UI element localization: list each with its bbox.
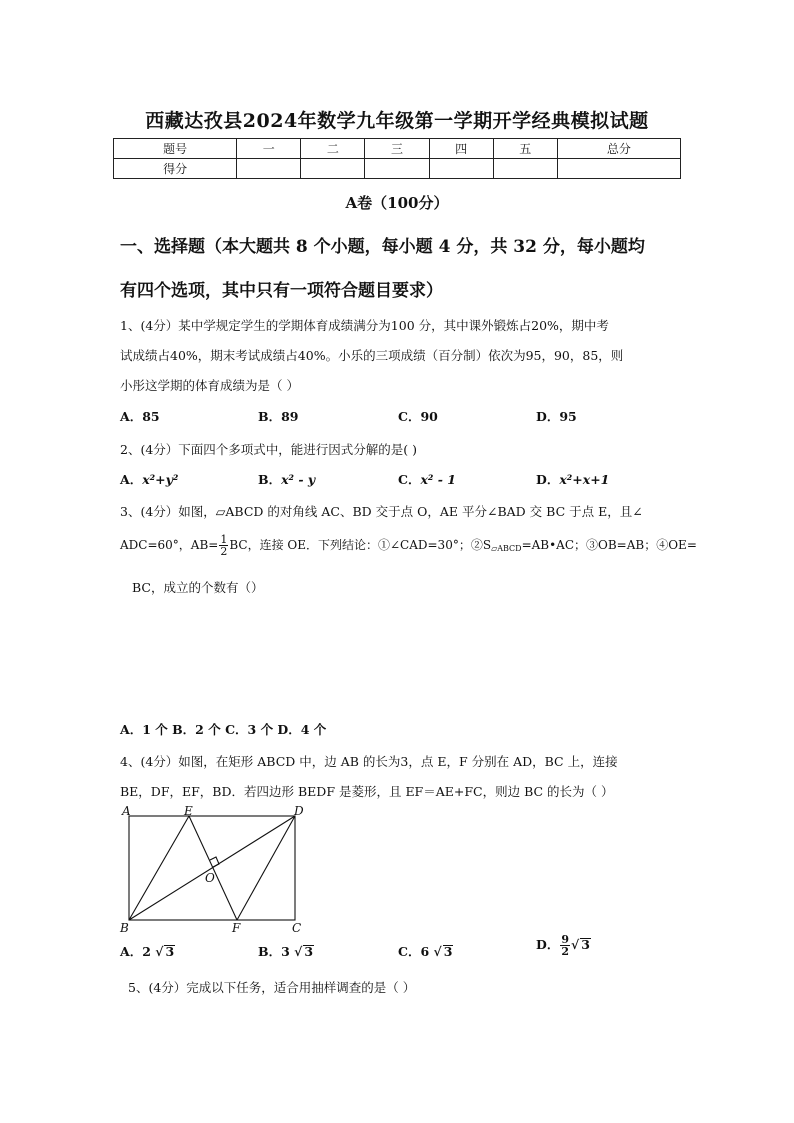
q2-option-a[interactable]	[120, 470, 178, 488]
q3-line2-part-c: =AB•AC；③OB=AB；④OE=	[521, 538, 697, 552]
score-input-cell[interactable]	[429, 159, 493, 179]
q2-text: 2、(4分）下面四个多项式中，能进行因式分解的是( )	[120, 442, 418, 457]
point-label-c: C	[292, 921, 302, 935]
q5-text: 5、(4分）完成以下任务，适合用抽样调查的是（ ）	[128, 980, 416, 995]
q4-line2: BE，DF，EF，BD．若四边形 BEDF 是菱形，且 EF＝AE+FC，则边 BC 的长为（ ）	[120, 784, 614, 799]
radicand: 3	[304, 944, 314, 959]
radical-sign: √	[294, 944, 303, 959]
q3-line3: BC，成立的个数有（）	[132, 580, 264, 595]
diagonal-bd	[129, 816, 295, 920]
point-label-a: A	[122, 804, 131, 818]
segment-be	[129, 816, 189, 920]
q1-option-c[interactable]: C．90	[398, 409, 438, 424]
score-table-score-row	[114, 159, 681, 179]
q1-line3: 小彤这学期的体育成绩为是（ ）	[120, 378, 299, 393]
score-header-cell: 五	[493, 139, 557, 159]
score-input-cell[interactable]	[301, 159, 365, 179]
q1-option-d[interactable]: D．95	[536, 409, 577, 424]
score-header-cell: 一	[237, 139, 301, 159]
q4-line1: 4、(4分）如图，在矩形 ABCD 中，边 AB 的长为3，点 E，F 分别在 AD，BC 上，连接	[120, 754, 618, 769]
radicand: 3	[165, 944, 175, 959]
option-coefficient: 3	[281, 944, 290, 959]
score-input-cell[interactable]	[365, 159, 429, 179]
option-coefficient: 6	[420, 944, 430, 959]
radical-sign: √	[433, 944, 442, 959]
score-header-cell: 二	[301, 139, 365, 159]
page-title: 西藏达孜县2024年数学九年级第一学期开学经典模拟试题	[145, 110, 649, 132]
score-header-cell: 总分	[557, 139, 680, 159]
option-label: C．	[398, 944, 421, 959]
score-row-label: 得分	[114, 159, 237, 179]
option-coefficient: 2	[142, 944, 151, 959]
q3-fraction	[219, 534, 228, 557]
section-heading: A卷（100分）	[345, 194, 449, 212]
option-label: D．	[536, 472, 560, 487]
fraction-numerator: 9	[561, 933, 569, 946]
score-input-cell[interactable]	[237, 159, 301, 179]
q4-rectangle-figure	[116, 804, 316, 936]
option-label: B．	[258, 944, 282, 959]
q1-option-b[interactable]: B．89	[258, 409, 299, 424]
radical-sign: √	[155, 944, 164, 959]
point-label-d: D	[294, 804, 304, 818]
score-header-cell: 三	[365, 139, 429, 159]
q1-line1: 1、(4分）某中学规定学生的学期体育成绩满分为100 分，其中课外锻炼占20%，期中考	[120, 318, 609, 333]
option-fraction	[560, 934, 570, 957]
option-expression: x² - 1	[420, 472, 456, 487]
radicand: 3	[443, 944, 453, 959]
fraction-denominator: 2	[220, 545, 228, 558]
part-one-heading-line1: 一、选择题（本大题共 8 个小题，每小题 4 分，共 32 分，每小题均	[120, 237, 645, 257]
score-header-cell: 题号	[114, 139, 237, 159]
q2-option-c[interactable]	[398, 470, 456, 488]
option-label: D．	[536, 937, 560, 952]
option-label: A．	[120, 472, 143, 487]
score-table	[113, 138, 681, 179]
q3-line2-part-b: BC，连接 OE．下列结论：①∠CAD=30°；②S	[229, 538, 492, 552]
q4-option-c[interactable]	[398, 942, 453, 960]
point-label-b: B	[120, 921, 129, 935]
radical-sign: √	[571, 937, 580, 952]
option-expression: x²+x+1	[559, 472, 610, 487]
q1-line2: 试成绩占40%，期末考试成绩占40%。小乐的三项成绩（百分制）依次为95，90，85，则	[120, 348, 624, 363]
option-label: C．	[398, 472, 421, 487]
part-one-heading-line2: 有四个选项，其中只有一项符合题目要求）	[120, 281, 443, 301]
option-expression: x² - y	[281, 472, 316, 487]
score-header-cell: 四	[429, 139, 493, 159]
q1-option-a[interactable]: A．85	[120, 409, 160, 424]
q3-line2	[120, 534, 697, 557]
point-label-o: O	[205, 871, 215, 885]
radicand: 3	[581, 937, 590, 952]
score-input-cell[interactable]	[557, 159, 680, 179]
segment-ef	[189, 816, 237, 920]
point-label-f: F	[232, 921, 241, 935]
point-label-e: E	[184, 804, 193, 818]
q4-option-a[interactable]	[120, 942, 175, 960]
fraction-numerator: 1	[220, 533, 228, 546]
option-label: A．	[120, 944, 143, 959]
q3-options[interactable]: A．1 个 B．2 个 C．3 个 D．4 个	[120, 722, 327, 737]
q2-option-b[interactable]	[258, 470, 315, 488]
score-table-header-row	[114, 139, 681, 159]
fraction-denominator: 2	[561, 945, 569, 958]
q4-option-b[interactable]	[258, 942, 314, 960]
q4-option-d[interactable]	[536, 934, 591, 957]
segment-df	[237, 816, 295, 920]
q2-option-d[interactable]	[536, 470, 609, 488]
q3-line2-part-a: ADC=60°，AB=	[120, 538, 219, 552]
option-label: B．	[258, 472, 282, 487]
score-input-cell[interactable]	[493, 159, 557, 179]
area-subscript: ▱ABCD	[491, 544, 522, 553]
q3-line1: 3、(4分）如图，▱ABCD 的对角线 AC、BD 交于点 O，AE 平分∠BAD 交 BC 于点 E，且∠	[120, 504, 643, 519]
option-expression: x²+y²	[142, 472, 179, 487]
